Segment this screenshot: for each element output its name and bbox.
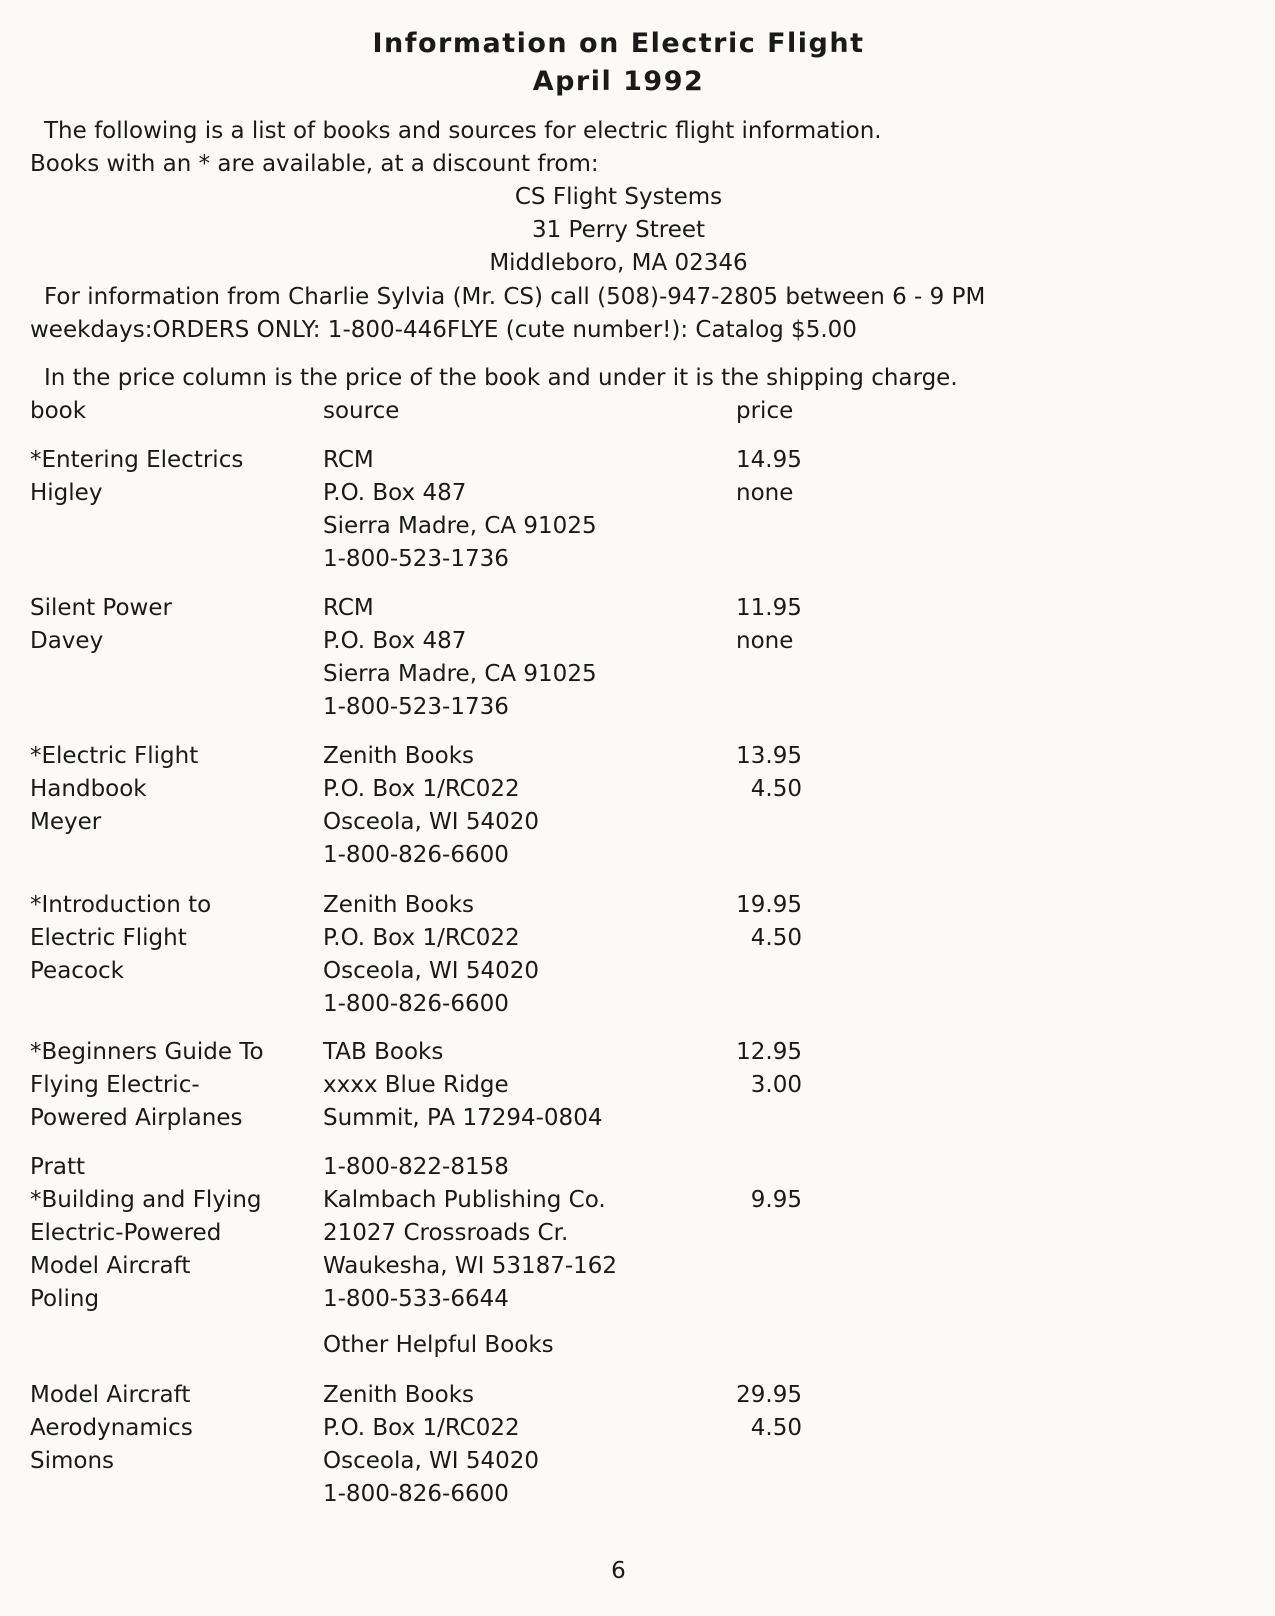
book-author: Peacock (30, 958, 124, 984)
address-line-1: CS Flight Systems (514, 184, 723, 210)
source-address: 21027 Crossroads Cr. (323, 1220, 569, 1246)
book-price: 12.95 (736, 1039, 802, 1065)
source-city: Waukesha, WI 53187-162 (323, 1253, 618, 1279)
book-title-line: Flying Electric- (30, 1072, 200, 1098)
source-city: Sierra Madre, CA 91025 (323, 661, 597, 687)
book-price: 14.95 (736, 447, 802, 473)
book-author: Poling (30, 1286, 100, 1312)
intro-line-2: Books with an * are available, at a discount from: (30, 151, 599, 177)
book-title-line: *Entering Electrics (30, 447, 244, 473)
source-address: P.O. Box 1/RC022 (323, 1415, 520, 1441)
source-city: Osceola, WI 54020 (323, 958, 540, 984)
source-city: Osceola, WI 54020 (323, 1448, 540, 1474)
book-title-line: Handbook (30, 776, 147, 802)
intro-line-4: weekdays:ORDERS ONLY: 1-800-446FLYE (cute number!): Catalog $5.00 (30, 317, 857, 343)
column-header-source: source (323, 398, 400, 424)
source-address: P.O. Box 1/RC022 (323, 925, 520, 951)
book-title-line: Model Aircraft (30, 1382, 191, 1408)
source-phone: 1-800-826-6600 (323, 1481, 509, 1507)
book-price: 19.95 (736, 892, 802, 918)
book-title-line: *Building and Flying (30, 1187, 262, 1213)
source-name: Zenith Books (323, 743, 475, 769)
source-phone: 1-800-822-8158 (323, 1154, 509, 1180)
source-city: Summit, PA 17294-0804 (323, 1105, 603, 1131)
book-author: Simons (30, 1448, 115, 1474)
intro-line-1: The following is a list of books and sources for electric flight information. (44, 118, 882, 144)
book-title-line: Silent Power (30, 595, 172, 621)
source-phone: 1-800-523-1736 (323, 546, 509, 572)
source-name: Zenith Books (323, 892, 475, 918)
source-city: Sierra Madre, CA 91025 (323, 513, 597, 539)
shipping-charge: none (736, 480, 794, 506)
source-address: xxxx Blue Ridge (323, 1072, 509, 1098)
source-phone: 1-800-826-6600 (323, 842, 509, 868)
shipping-charge: 4.50 (750, 776, 802, 802)
section-heading: Other Helpful Books (323, 1332, 554, 1358)
address-line-3: Middleboro, MA 02346 (489, 250, 748, 276)
source-phone: 1-800-523-1736 (323, 694, 509, 720)
book-title-line: Electric-Powered (30, 1220, 222, 1246)
book-title-line: *Electric Flight (30, 743, 199, 769)
address-line-2: 31 Perry Street (531, 217, 706, 243)
shipping-charge: 3.00 (750, 1072, 802, 1098)
book-price: 11.95 (736, 595, 802, 621)
book-title-line: *Introduction to (30, 892, 212, 918)
page-title: Information on Electric Flight (372, 28, 865, 59)
book-price: 29.95 (736, 1382, 802, 1408)
shipping-charge: none (736, 628, 794, 654)
book-author: Pratt (30, 1154, 86, 1180)
book-price (736, 1151, 802, 1184)
book-title-line: *Beginners Guide To (30, 1039, 264, 1065)
book-title-line: Aerodynamics (30, 1415, 193, 1441)
source-phone: 1-800-533-6644 (323, 1286, 509, 1312)
page-number: 6 (611, 1558, 626, 1584)
intro-line-5: In the price column is the price of the book and under it is the shipping charge. (44, 365, 958, 391)
shipping-charge: 4.50 (750, 1415, 802, 1441)
book-title-line: Model Aircraft (30, 1253, 191, 1279)
source-phone: 1-800-826-6600 (323, 991, 509, 1017)
book-author: Davey (30, 628, 104, 654)
source-name: Kalmbach Publishing Co. (323, 1187, 606, 1213)
source-address: P.O. Box 487 (323, 480, 467, 506)
book-price: 9.95 (750, 1187, 802, 1213)
source-city: Osceola, WI 54020 (323, 809, 540, 835)
book-title-line: Electric Flight (30, 925, 187, 951)
shipping-charge: 4.50 (750, 925, 802, 951)
book-author: Meyer (30, 809, 102, 835)
column-header-price: price (736, 398, 794, 424)
intro-line-3: For information from Charlie Sylvia (Mr. CS) call (508)-947-2805 between 6 - 9 PM (44, 284, 986, 310)
book-price: 13.95 (736, 743, 802, 769)
source-name: RCM (323, 595, 374, 621)
book-author: Higley (30, 480, 103, 506)
source-address: P.O. Box 487 (323, 628, 467, 654)
source-address: P.O. Box 1/RC022 (323, 776, 520, 802)
source-name: Zenith Books (323, 1382, 475, 1408)
page-date: April 1992 (532, 66, 705, 97)
book-title-line: Powered Airplanes (30, 1105, 243, 1131)
source-name: TAB Books (323, 1039, 444, 1065)
source-name: RCM (323, 447, 374, 473)
column-header-book: book (30, 398, 87, 424)
